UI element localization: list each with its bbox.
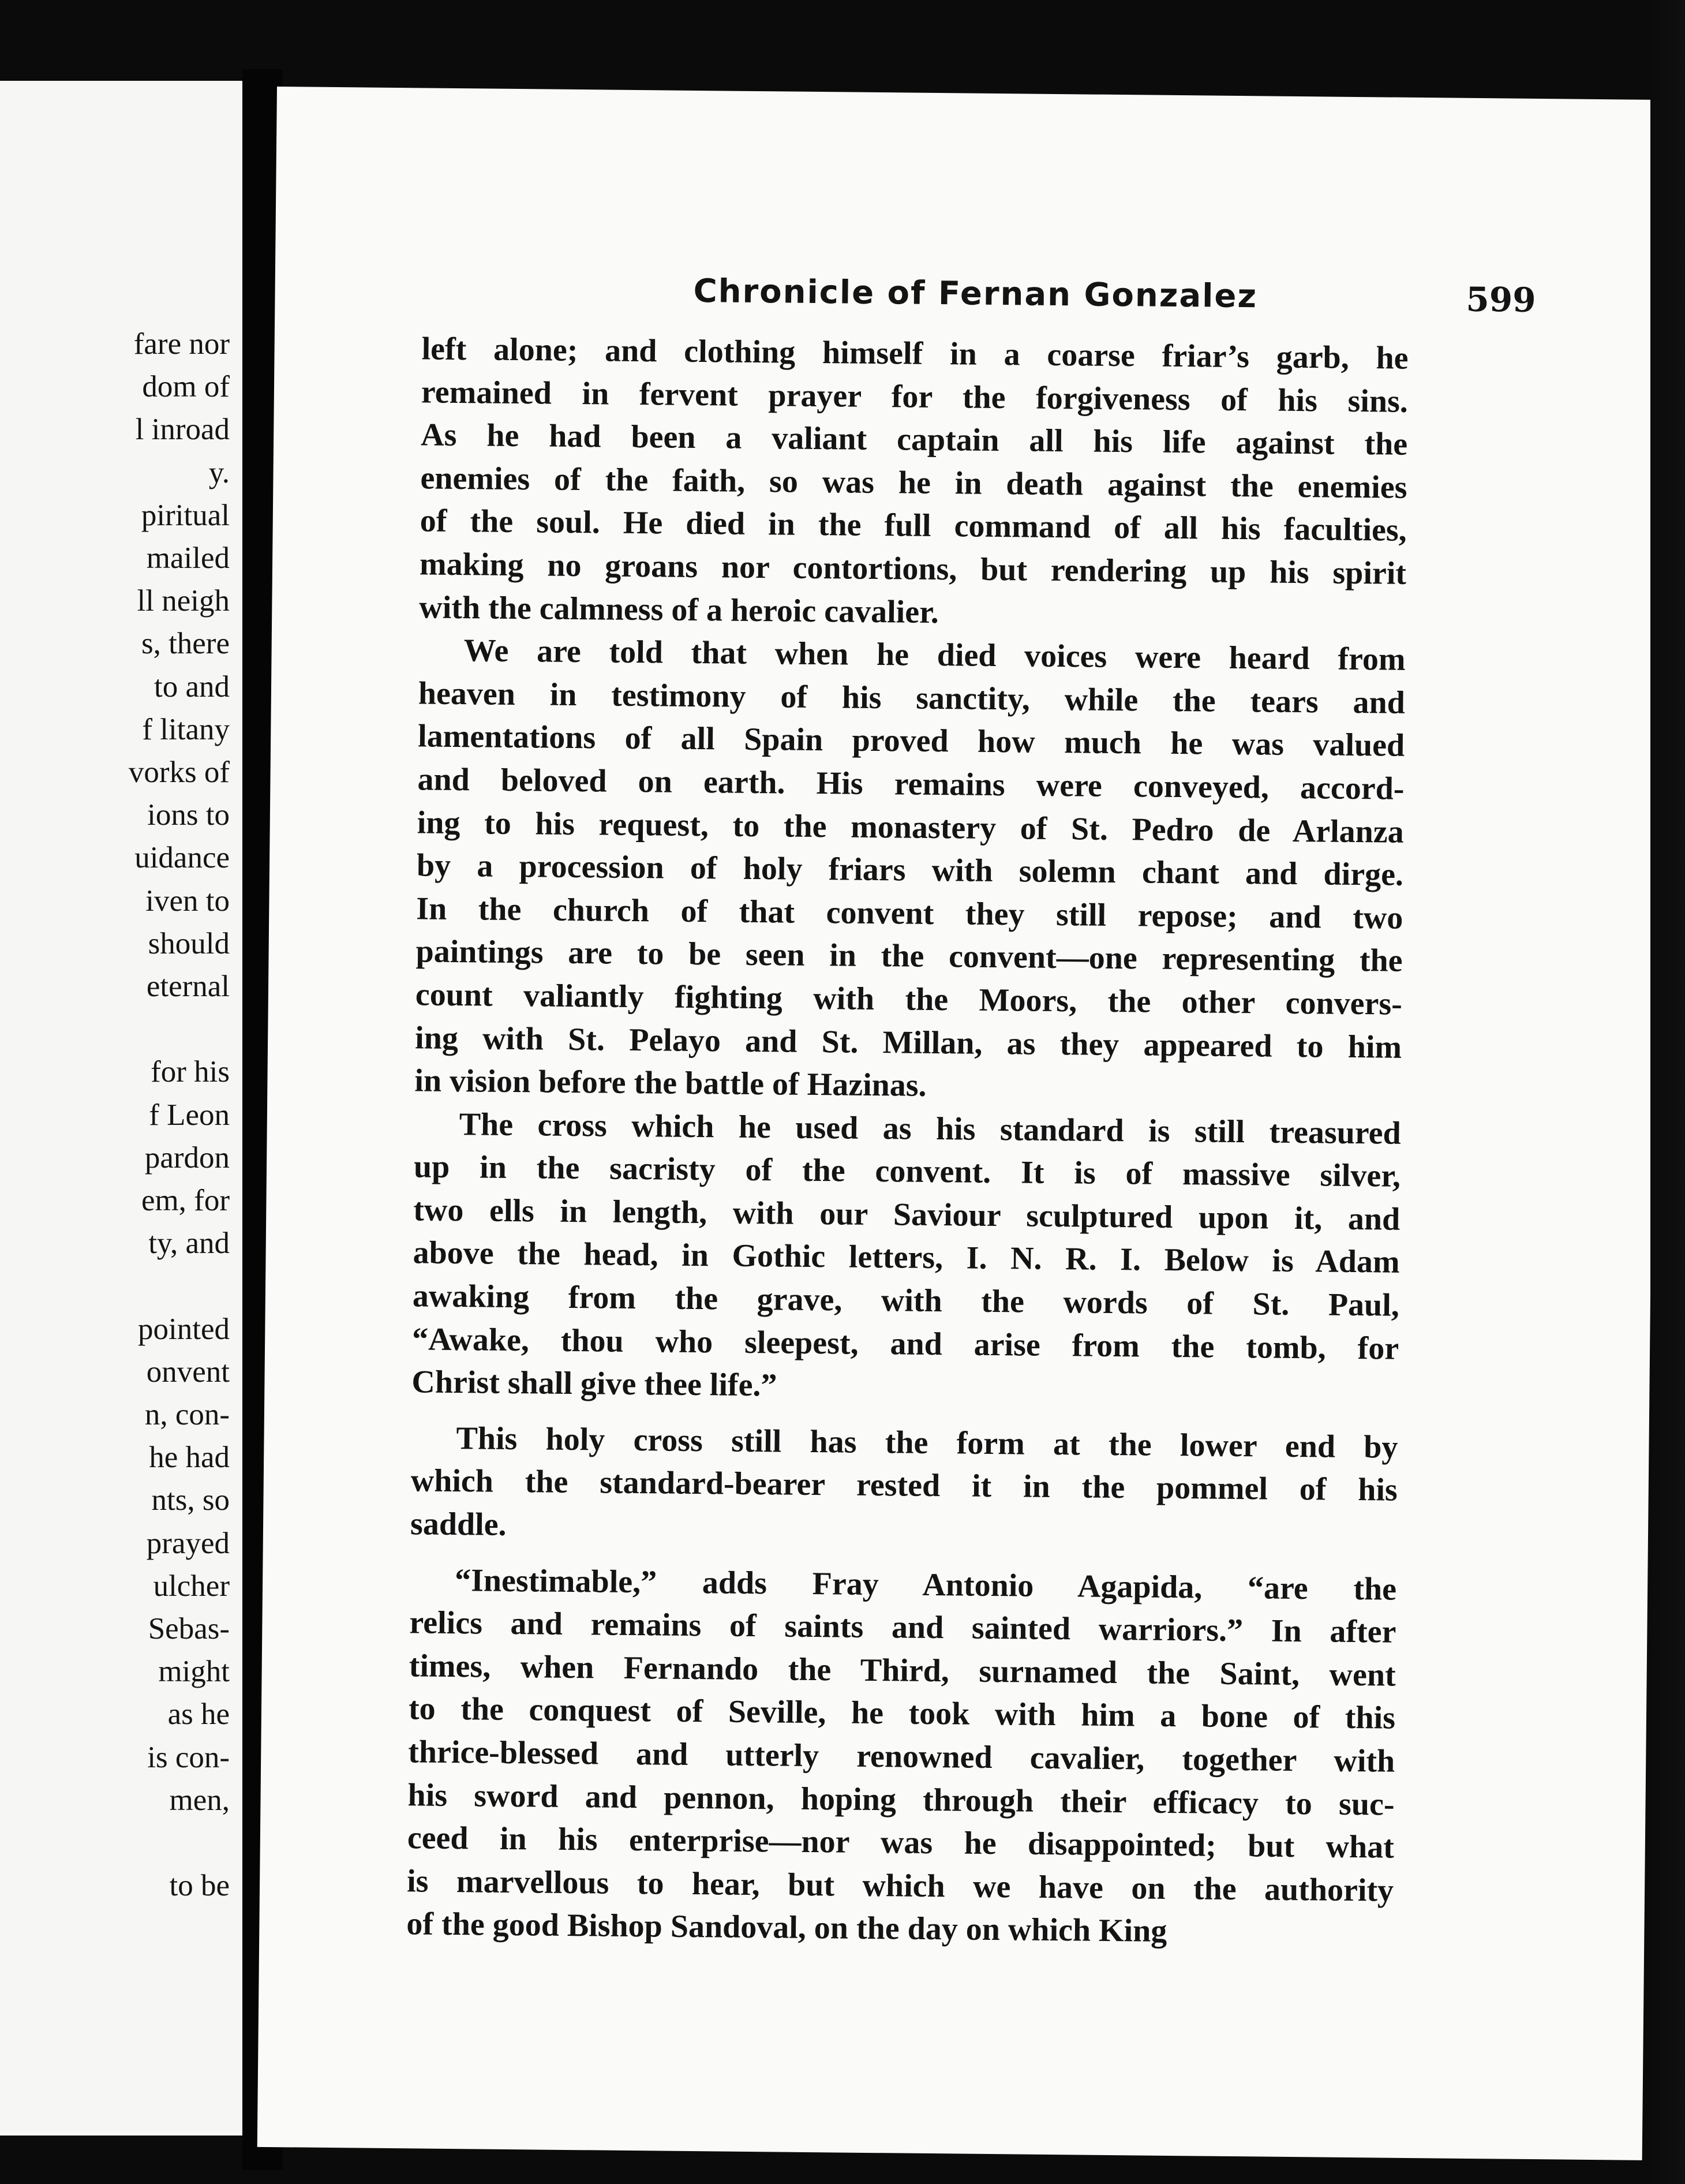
text-line: count valiantly fighting with the Moors, the other convers- (415, 977, 1403, 1022)
left-page-line: might (158, 1655, 230, 1689)
text-line: left alone; and clothing himself in a coarse friar’s garb, he (421, 331, 1409, 376)
text-line: two ells in length, with our Saviour sculptured upon it, and (413, 1192, 1401, 1237)
left-page-line: Sebas- (148, 1612, 230, 1646)
text-line: As he had been a valiant captain all his life against the (420, 417, 1408, 463)
text-line: of the good Bishop Sandoval, on the day on which King (406, 1906, 1167, 1950)
left-page-line: ions to (147, 798, 230, 832)
left-page-line: as he (167, 1697, 230, 1732)
text-line: to the conquest of Seville, he took with him a bone of this (408, 1691, 1396, 1737)
text-line: relics and remains of saints and sainted warriors.” In after (409, 1605, 1396, 1650)
left-page-line: to and (154, 670, 230, 704)
page-number: 599 (1466, 279, 1536, 320)
left-page-line: onvent (146, 1355, 230, 1389)
left-page-line: iven to (145, 884, 230, 918)
left-page-line: f litany (142, 712, 230, 746)
left-page-line: mailed (146, 541, 230, 575)
text-line: above the head, in Gothic letters, I. N. R. I. Below is Adam (413, 1235, 1400, 1281)
left-page-line: fare nor (133, 327, 230, 361)
text-line: by a procession of holy friars with solemn chant and dirge. (416, 847, 1404, 893)
text-line: lamentations of all Spain proved how much he was valued (417, 718, 1405, 764)
paragraph (419, 327, 1409, 638)
left-page-line: vorks of (128, 756, 230, 789)
text-line: awaking from the grave, with the words of St. Paul, (412, 1278, 1400, 1323)
paragraph (410, 1416, 1398, 1555)
text-line: and beloved on earth. His remains were conveyed, accord- (417, 761, 1405, 807)
left-page-line: piritual (141, 498, 230, 532)
left-page-line: y. (208, 455, 230, 489)
text-line: of the soul. He died in the full command of all his faculties, (420, 503, 1407, 549)
left-page-line: uidance (134, 841, 230, 875)
text-line: ing to his request, to the monastery of St. Pedro de Arlanza (417, 804, 1404, 850)
left-page-line: f Leon (149, 1098, 230, 1132)
text-line: Christ shall give thee life.” (411, 1364, 777, 1404)
body-text (406, 327, 1409, 1955)
text-line: We are told that when he died voices were heard from (463, 633, 1406, 678)
left-page-line: eternal (146, 970, 230, 1003)
text-line: ing with St. Pelayo and St. Millan, as they appeared to him (414, 1019, 1402, 1065)
text-line: saddle. (410, 1506, 507, 1543)
text-line: his sword and pennon, hoping through their efficacy to suc- (407, 1777, 1395, 1823)
left-page-line: em, for (141, 1184, 230, 1217)
text-line: with the calmness of a heroic cavalier. (419, 589, 939, 630)
text-line: In the church of that convent they still repose; and two (416, 891, 1403, 936)
text-line: is marvellous to hear, but which we have on the authority (406, 1863, 1394, 1909)
left-page-line: should (148, 926, 230, 960)
left-page-line: is con- (147, 1740, 230, 1774)
left-page-line: to be (169, 1869, 230, 1903)
text-line: up in the sacristy of the convent. It is of massive silver, (413, 1149, 1401, 1195)
left-page-line: nts, so (151, 1483, 230, 1517)
text-line: ceed in his enterprise—nor was he disappointed; but what (407, 1820, 1395, 1865)
text-line: heaven in testimony of his sanctity, while the tears and (418, 675, 1406, 721)
left-page-fragment (0, 81, 242, 2136)
left-page-line: men, (169, 1783, 230, 1817)
left-page-line: n, con- (144, 1398, 230, 1431)
left-page-line: dom of (142, 370, 230, 404)
text-line: “Awake, thou who sleepest, and arise from the tomb, for (411, 1321, 1399, 1367)
text-line: thrice-blessed and utterly renowned cavalier, together with (408, 1734, 1395, 1779)
scan-edge (1650, 0, 1685, 2184)
paragraph (414, 629, 1406, 1112)
left-page-line: for his (151, 1055, 230, 1089)
running-header (693, 272, 1536, 332)
text-line: which the standard-bearer rested it in the pommel of his (410, 1463, 1398, 1509)
left-page-line: he had (149, 1441, 230, 1475)
text-line: making no groans nor contortions, but rendering up his spirit (419, 546, 1407, 592)
left-page-line: l inroad (135, 413, 230, 447)
text-line: The cross which he used as his standard is still treasured (459, 1106, 1401, 1151)
text-line: “Inestimable,” adds Fray Antonio Agapida, “are the (454, 1562, 1397, 1607)
left-page-line: s, there (141, 627, 230, 661)
text-line: remained in fervent prayer for the forgiveness of his sins. (421, 374, 1409, 420)
left-page-line: pointed (138, 1312, 230, 1346)
paragraph (406, 1558, 1396, 1955)
text-line: in vision before the battle of Hazinas. (414, 1063, 927, 1104)
left-page-line: ulcher (153, 1569, 230, 1603)
running-title: Chronicle of Fernan Gonzalez (693, 272, 1258, 316)
left-page-line: ll neigh (137, 584, 230, 618)
text-line: This holy cross still has the form at the lower end by (456, 1420, 1398, 1465)
left-page-line: pardon (144, 1140, 230, 1175)
text-line: paintings are to be seen in the convent—one representing the (415, 933, 1403, 979)
left-page-line: ty, and (148, 1226, 230, 1261)
left-page-line: prayed (146, 1526, 230, 1560)
text-line: times, when Fernando the Third, surnamed the Saint, went (409, 1648, 1396, 1693)
paragraph (411, 1102, 1401, 1413)
book-page (257, 87, 1662, 2160)
text-line: enemies of the faith, so was he in death against the enemies (420, 460, 1407, 506)
